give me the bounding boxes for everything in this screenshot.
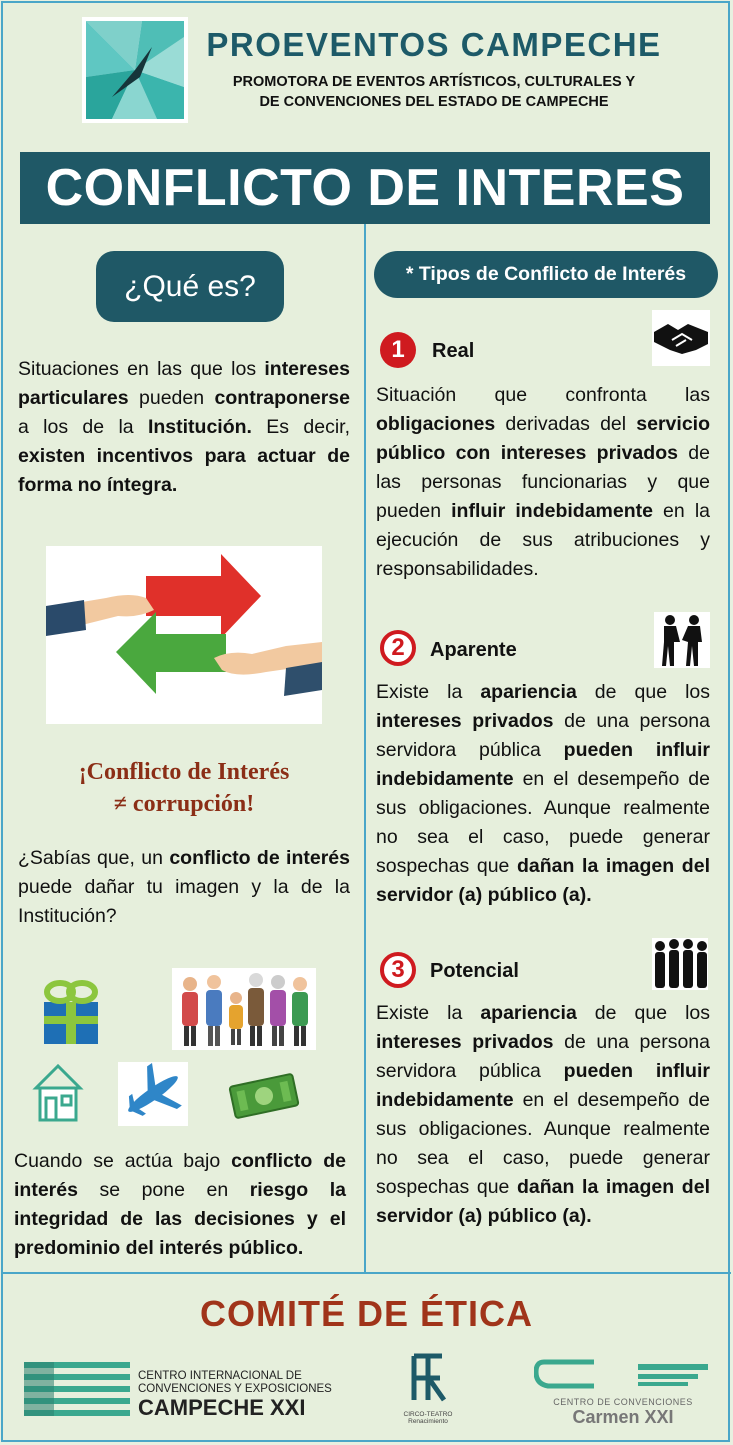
exchange-hands-image	[46, 546, 322, 724]
money-icon	[226, 1068, 302, 1124]
carmen-xxi-logo	[534, 1356, 712, 1426]
type-real-label: Real	[432, 340, 475, 362]
number-1-badge: 1	[380, 332, 416, 368]
brand-subtitle-line2: DE CONVENCIONES DEL ESTADO DE CAMPECHE	[259, 94, 609, 110]
circo-teatro-logo	[400, 1350, 456, 1424]
did-you-know-paragraph: ¿Sabías que, un conflicto de interés puede dañar tu imagen y la de la Institución?	[18, 847, 350, 927]
type-potencial-label: Potencial	[430, 960, 519, 982]
risk-paragraph: Cuando se actúa bajo conflicto de interés se pone en riesgo la integridad de las decisiones y el predominio del interés público.	[14, 1150, 347, 1259]
group-people-icon	[652, 938, 708, 990]
logo2-line1: CIRCO-TEATRO	[403, 1411, 453, 1418]
brand-subtitle-line1: PROMOTORA DE EVENTOS ARTÍSTICOS, CULTURALES Y	[232, 74, 636, 90]
brand-title: PROEVENTOS CAMPECHE	[206, 26, 662, 63]
number-2-badge: 2	[380, 630, 416, 666]
business-people-icon	[654, 612, 710, 668]
campeche-xxi-logo	[24, 1356, 134, 1426]
gift-icon	[40, 976, 102, 1046]
campeche-xxi-text	[138, 1370, 348, 1420]
logo1-line3: CAMPECHE XXI	[138, 1395, 306, 1420]
types-heading: * Tipos de Conflicto de Interés	[374, 251, 718, 298]
logo3-line1: CENTRO DE CONVENCIONES	[553, 1397, 693, 1407]
number-3-badge: 3	[380, 952, 416, 988]
type-real-description: Situación que confronta las obligaciones derivadas del servicio público con intereses privados de las personas funcionarias y que pueden influir indebidamente en la ejecución de sus atribuciones y responsabilidades.	[376, 384, 710, 580]
type-aparente-description: Existe la apariencia de que los intereses privados de una persona servidora pública pueden influir indebidamente en el desempeño de sus obligaciones. Aunque realmente no sea el caso, puede generar sospechas que dañan la imagen del servidor (a) público (a).	[376, 681, 710, 906]
footer-divider	[1, 1272, 731, 1274]
house-icon	[32, 1062, 84, 1124]
brand-subtitle	[200, 72, 668, 112]
warning-line2: ≠ corrupción!	[113, 791, 255, 817]
proeventos-logo	[82, 17, 188, 123]
main-title: CONFLICTO DE INTERES	[20, 152, 710, 224]
logo2-line2: Renacimiento	[408, 1418, 448, 1425]
committee-title: COMITÉ DE ÉTICA	[199, 1293, 533, 1334]
warning-line1: ¡Conflicto de Interés	[78, 759, 290, 785]
logo3-line2: Carmen XXI	[572, 1407, 674, 1427]
logo1-line2: CONVENCIONES Y EXPOSICIONES	[138, 1383, 332, 1395]
handshake-icon	[652, 310, 710, 366]
column-divider	[364, 224, 366, 1272]
type-aparente-label: Aparente	[430, 639, 517, 661]
definition-paragraph: Situaciones en las que los intereses particulares pueden contraponerse a los de la Institución. Es decir, existen incentivos para actuar de forma no íntegra.	[18, 358, 350, 496]
logo1-line1: CENTRO INTERNACIONAL DE	[138, 1370, 302, 1382]
type-potencial-description: Existe la apariencia de que los intereses privados de una persona servidora pública pueden influir indebidamente en el desempeño de sus obligaciones. Aunque realmente no sea el caso, puede generar sospechas que dañan la imagen del servidor (a) público (a).	[376, 1002, 710, 1227]
family-icon	[172, 968, 316, 1050]
what-is-heading: ¿Qué es?	[96, 251, 284, 322]
warning-text	[18, 756, 350, 820]
airplane-icon	[118, 1062, 188, 1126]
